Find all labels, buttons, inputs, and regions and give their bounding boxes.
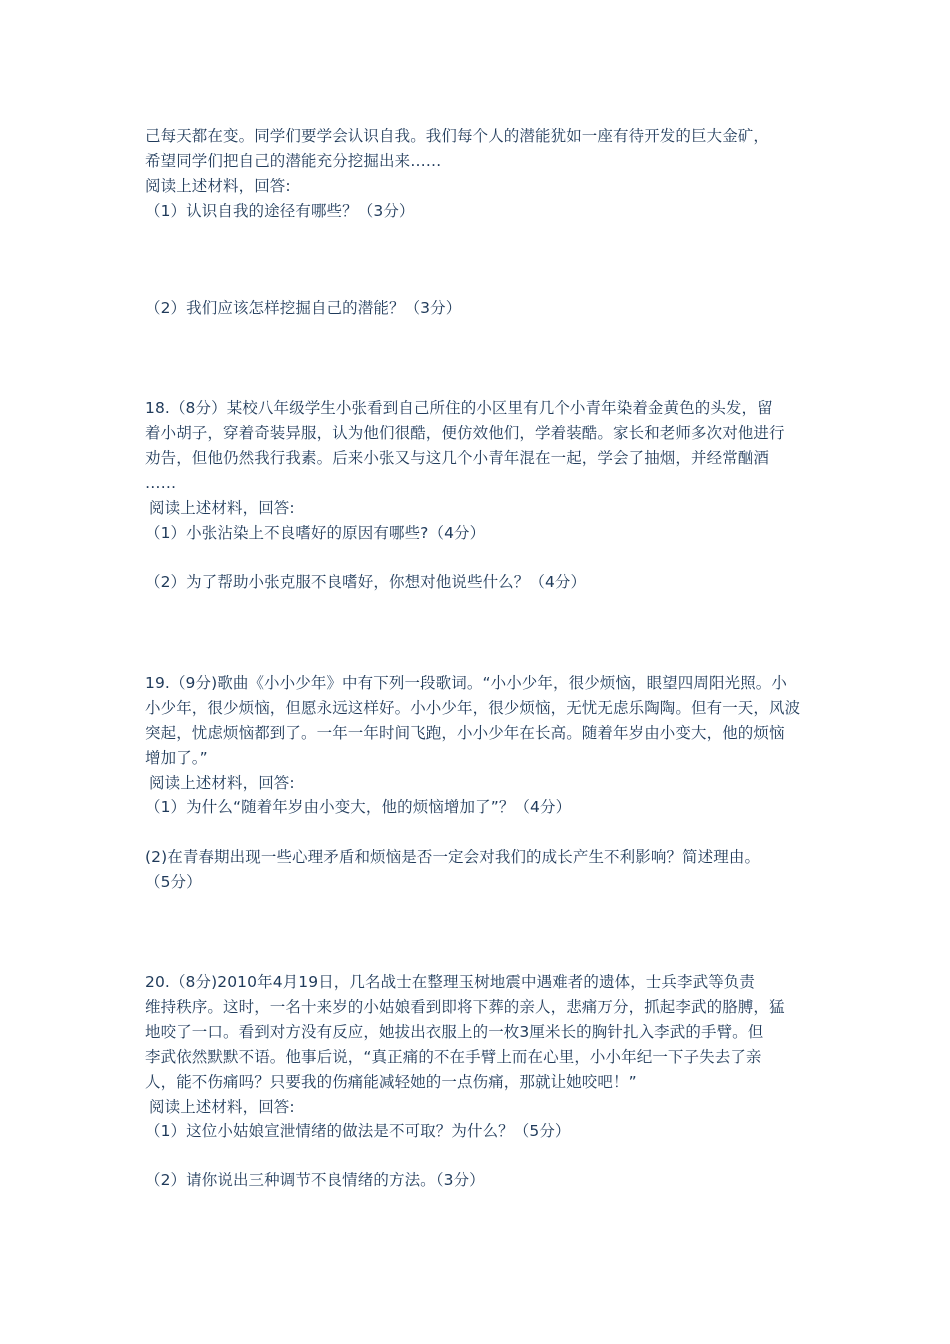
sub-question: （2）我们应该怎样挖掘自己的潜能？（3分）: [145, 299, 462, 317]
question-20-text: 李武依然默默不语。他事后说，“真正痛的不在手臂上而在心里，小小年纪一下子失去了亲: [145, 1048, 762, 1066]
sub-question: （1）认识自我的途径有哪些？（3分）: [145, 202, 415, 220]
sub-question: （2）为了帮助小张克服不良嗜好，你想对他说些什么？（4分）: [145, 573, 587, 591]
question-19-text: 突起，忧虑烦恼都到了。一年一年时间飞跑，小小少年在长高。随着年岁由小变大，他的烦恼: [145, 724, 785, 742]
question-20-text: 20.（8分)2010年4月19日，几名战士在整理玉树地震中遇难者的遗体，士兵李武等负责: [145, 973, 755, 991]
question-20-text: 地咬了一口。看到对方没有反应，她拔出衣服上的一枚3厘米长的胸针扎入李武的手臂。但: [145, 1023, 764, 1041]
intro-text-line: 希望同学们把自己的潜能充分挖掘出来……: [145, 152, 442, 170]
question-19-text: 19.（9分)歌曲《小小少年》中有下列一段歌词。“小小少年，很少烦恼，眼望四周阳光照。小: [145, 674, 787, 692]
reading-prompt: 阅读上述材料，回答:: [149, 499, 295, 517]
sub-question: （5分）: [145, 873, 202, 891]
intro-text-line: 己每天都在变。同学们要学会认识自我。我们每个人的潜能犹如一座有待开发的巨大金矿，: [145, 127, 770, 145]
sub-question: (2)在青春期出现一些心理矛盾和烦恼是否一定会对我们的成长产生不利影响？简述理由。: [145, 848, 761, 866]
reading-prompt: 阅读上述材料，回答:: [149, 774, 295, 792]
question-18-text: 着小胡子，穿着奇装异服，认为他们很酷，便仿效他们，学着装酷。家长和老师多次对他进行: [145, 424, 785, 442]
question-18-text: ……: [145, 474, 177, 492]
reading-prompt: 阅读上述材料，回答:: [149, 1098, 295, 1116]
sub-question: （1）为什么“随着年岁由小变大，他的烦恼增加了”？（4分）: [145, 798, 572, 816]
question-18-text: 18.（8分）某校八年级学生小张看到自己所住的小区里有几个小青年染着金黄色的头发，留: [145, 399, 773, 417]
question-18-text: 劝告，但他仍然我行我素。后来小张又与这几个小青年混在一起，学会了抽烟，并经常酗酒: [145, 449, 770, 467]
question-19-text: 增加了。”: [145, 749, 208, 767]
reading-prompt: 阅读上述材料，回答:: [145, 177, 291, 195]
sub-question: （2）请你说出三种调节不良情绪的方法。（3分）: [145, 1171, 485, 1189]
sub-question: （1）小张沾染上不良嗜好的原因有哪些?（4分）: [145, 524, 486, 542]
question-20-text: 人，能不伤痛吗？只要我的伤痛能减轻她的一点伤痛，那就让她咬吧！”: [145, 1073, 637, 1091]
question-19-text: 小少年，很少烦恼，但愿永远这样好。小小少年，很少烦恼，无忧无虑乐陶陶。但有一天，风波: [145, 699, 801, 717]
sub-question: （1）这位小姑娘宣泄情绪的做法是不可取？为什么？（5分）: [145, 1122, 571, 1140]
question-20-text: 维持秩序。这时，一名十来岁的小姑娘看到即将下葬的亲人，悲痛万分，抓起李武的胳膊，猛: [145, 998, 785, 1016]
